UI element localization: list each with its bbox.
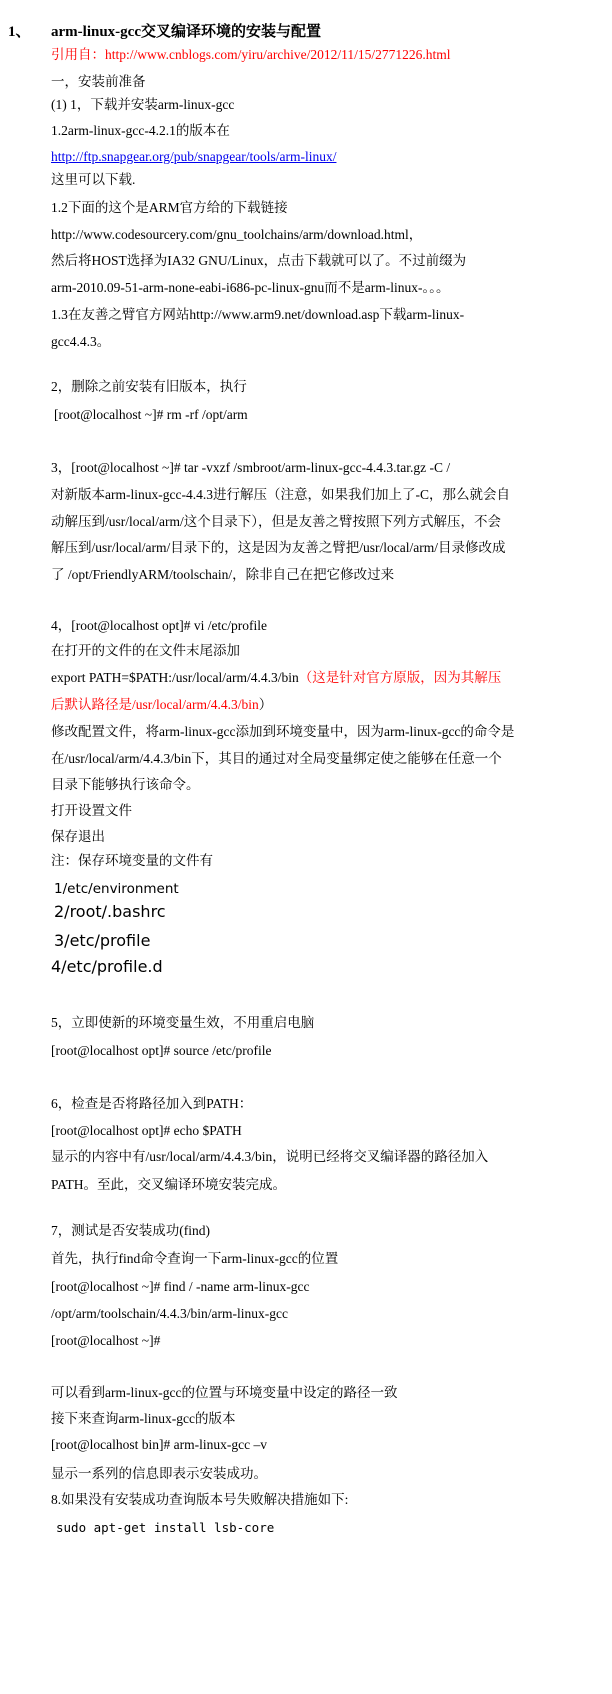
text-span: （这是针对官方原版，因为其解压 <box>298 670 502 685</box>
text-span: 1.2arm-linux-gcc-4.2.1的版本在 <box>51 123 230 138</box>
text-line-l49 <box>51 1491 348 1509</box>
text-span: [root@localhost bin]# arm-linux-gcc –v <box>51 1437 267 1452</box>
text-span: sudo apt-get install lsb-core <box>56 1520 275 1535</box>
text-span: 8.如果没有安装成功查询版本号失败解决措施如下: <box>51 1492 349 1507</box>
text-line-l34 <box>51 1014 314 1032</box>
text-span: 一，安装前准备 <box>51 74 146 89</box>
text-line-l26 <box>51 776 200 794</box>
text-span: 显示一系列的信息即表示安装成功。 <box>51 1466 267 1481</box>
text-span: 可以看到arm-linux-gcc的位置与环境变量中设定的路径一致 <box>51 1385 398 1400</box>
text-span: arm-2010.09-51-arm-none-eabi-i686-pc-linux-gnu而不是arm-linux-。。。 <box>51 280 450 295</box>
text-span: 这里可以下载. <box>51 172 136 187</box>
text-line-l07 <box>51 199 288 217</box>
text-line-l12 <box>51 333 110 351</box>
text-span: 动解压到/usr/local/arm/这个目录下），但是友善之臂按照下列方式解压，不会 <box>51 514 501 529</box>
text-span: 6，检查是否将路径加入到PATH： <box>51 1096 253 1111</box>
text-span: [root@localhost opt]# echo $PATH <box>51 1123 242 1138</box>
text-span: 4/etc/profile.d <box>51 957 163 976</box>
text-line-l31 <box>54 903 166 921</box>
text-line-l28 <box>51 828 105 846</box>
text-line-l33 <box>51 958 163 976</box>
text-line-l17 <box>51 513 501 531</box>
text-line-l46 <box>51 1410 235 1428</box>
text-line-l10 <box>51 279 450 297</box>
text-line-l09 <box>51 252 466 270</box>
text-span: 2/root/.bashrc <box>54 902 166 921</box>
text-span: PATH。至此，交叉编译环境安装完成。 <box>51 1177 287 1192</box>
text-line-l48 <box>51 1465 267 1483</box>
text-line-l27 <box>51 802 132 820</box>
text-line-l30 <box>54 880 179 898</box>
text-span: 5，立即使新的环境变量生效，不用重启电脑 <box>51 1015 315 1030</box>
text-span: 显示的内容中有/usr/local/arm/4.4.3/bin，说明已经将交叉编译器的路径加入 <box>51 1149 489 1164</box>
text-span: 后默认路径是/usr/local/arm/4.4.3/bin <box>51 697 259 712</box>
text-span: 1.3在友善之臂官方网站http://www.arm9.net/download.asp下载arm-linux- <box>51 307 465 322</box>
text-span: 首先，执行find命令查询一下arm-linux-gcc的位置 <box>51 1251 339 1266</box>
text-span: 7，测试是否安装成功(find) <box>51 1223 210 1238</box>
text-span: 1/etc/environment <box>54 881 179 897</box>
text-line-l25 <box>51 750 502 768</box>
text-line-l16 <box>51 486 510 504</box>
text-span: 目录下能够执行该命令。 <box>51 777 200 792</box>
text-span: [root@localhost opt]# source /etc/profile <box>51 1043 272 1058</box>
text-span: [root@localhost ~]# rm -rf /opt/arm <box>54 407 248 422</box>
text-span: 4，[root@localhost opt]# vi /etc/profile <box>51 618 268 633</box>
text-line-l38 <box>51 1148 488 1166</box>
text-line-l11 <box>51 306 464 324</box>
text-span: (1) 1，下载并安装arm-linux-gcc <box>51 97 235 112</box>
text-span: [root@localhost ~]# find / -name arm-linux-gcc <box>51 1279 310 1294</box>
text-span: 打开设置文件 <box>51 803 132 818</box>
text-line-l19 <box>51 566 394 584</box>
text-span: http://www.codesourcery.com/gnu_toolchains/arm/download.html， <box>51 227 423 242</box>
text-line-l23 <box>51 696 272 714</box>
download-link[interactable]: http://ftp.snapgear.org/pub/snapgear/tools/arm-linux/ <box>51 149 337 164</box>
text-line-l37 <box>51 1122 242 1140</box>
text-line-l22 <box>51 669 501 687</box>
text-line-l21 <box>51 642 240 660</box>
text-line-l40 <box>51 1222 210 1240</box>
text-span: 1.2下面的这个是ARM官方给的下载链接 <box>51 200 288 215</box>
text-span: 在打开的文件的在文件末尾添加 <box>51 643 240 658</box>
text-line-l32 <box>54 932 150 950</box>
text-span: 注：保存环境变量的文件有 <box>51 853 213 868</box>
text-line-l42 <box>51 1278 310 1296</box>
text-span: 修改配置文件，将arm-linux-gcc添加到环境变量中，因为arm-linux-gcc的命令是 <box>51 724 515 739</box>
text-line-l02 <box>51 73 146 91</box>
text-line-l43 <box>51 1305 288 1323</box>
text-line-l13 <box>51 378 247 396</box>
text-span: /opt/arm/toolschain/4.4.3/bin/arm-linux-gcc <box>51 1306 288 1321</box>
text-line-l24 <box>51 723 514 741</box>
text-span: 保存退出 <box>51 829 105 844</box>
text-span: 了 /opt/FriendlyARM/toolschain/，除非自己在把它修改过来 <box>51 567 395 582</box>
text-line-l50 <box>56 1519 274 1537</box>
text-span: 接下来查询arm-linux-gcc的版本 <box>51 1411 236 1426</box>
text-line-l41 <box>51 1250 338 1268</box>
text-span: 在/usr/local/arm/4.4.3/bin下，其目的通过对全局变量绑定使之能够在任意一个 <box>51 751 502 766</box>
text-line-l03 <box>51 96 234 114</box>
text-line-l29 <box>51 852 213 870</box>
text-span: 对新版本arm-linux-gcc-4.4.3进行解压（注意，如果我们加上了-C，那么就会自 <box>51 487 510 502</box>
text-span: 3/etc/profile <box>54 931 151 950</box>
text-span: 3，[root@localhost ~]# tar -vxzf /smbroot/arm-linux-gcc-4.4.3.tar.gz -C / <box>51 460 451 475</box>
text-line-l36 <box>51 1095 252 1113</box>
page-title: arm-linux-gcc交叉编译环境的安装与配置 <box>51 24 321 40</box>
text-line-l35 <box>51 1042 272 1060</box>
text-line-l47 <box>51 1436 267 1454</box>
text-span: gcc4.4.3。 <box>51 334 111 349</box>
text-span: ） <box>258 697 273 712</box>
text-line-l05 <box>51 148 336 166</box>
text-line-l04 <box>51 122 230 140</box>
text-span: 引用自：http://www.cnblogs.com/yiru/archive/2012/11/15/2771226.html <box>51 47 451 62</box>
text-span: 然后将HOST选择为IA32 GNU/Linux，点击下载就可以了。不过前缀为 <box>51 253 467 268</box>
text-line-l44 <box>51 1332 160 1350</box>
text-line-l01 <box>51 46 450 64</box>
text-line-l15 <box>51 459 450 477</box>
text-span: 2，删除之前安装有旧版本，执行 <box>51 379 247 394</box>
text-span: 解压到/usr/local/arm/目录下的，这是因为友善之臂把/usr/local/arm/目录修改成 <box>51 540 506 555</box>
text-line-l06 <box>51 171 135 189</box>
text-line-l08 <box>51 226 422 244</box>
text-span: export PATH=$PATH:/usr/local/arm/4.4.3/bin <box>51 670 299 685</box>
text-line-l39 <box>51 1176 286 1194</box>
text-line-l14 <box>54 406 248 424</box>
text-span: [root@localhost ~]# <box>51 1333 161 1348</box>
text-line-l18 <box>51 539 505 557</box>
heading-number: 1、 <box>8 24 31 40</box>
text-line-l45 <box>51 1384 397 1402</box>
text-line-l20 <box>51 617 267 635</box>
